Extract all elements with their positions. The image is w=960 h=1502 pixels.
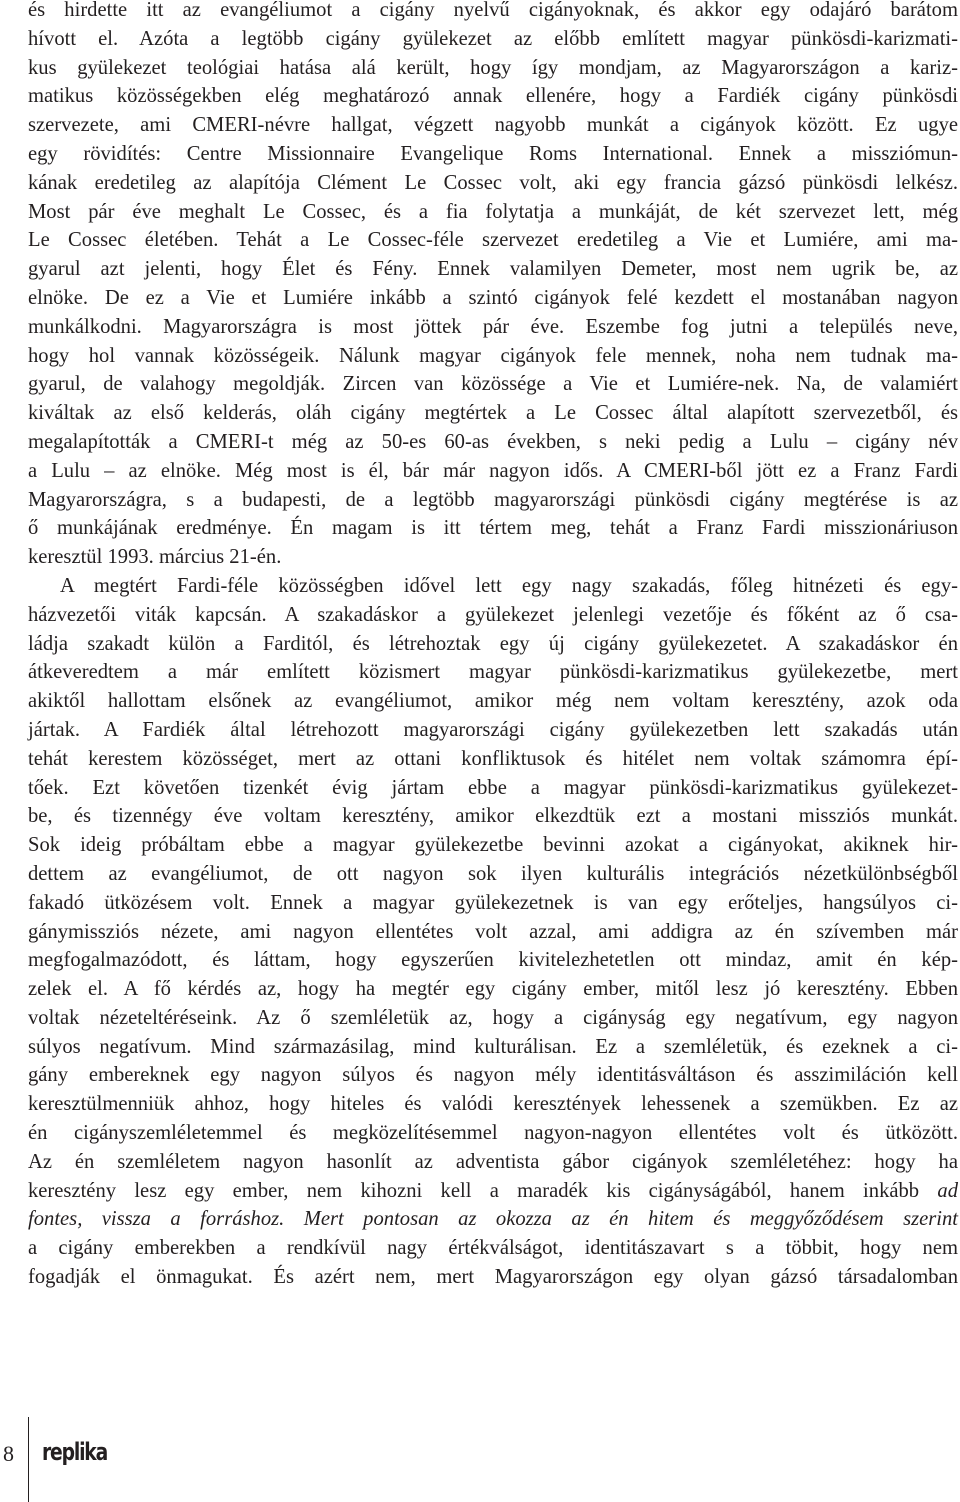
text-line: hívott el. Azóta a legtöbb cigány gyülekezet az előbb említett magyar pünkösdi-karizmati- [28, 27, 958, 50]
text-line: elnöke. De ez a Vie et Lumiére inkább a szintó cigányok felé kezdett el mostanában nagyon [28, 286, 958, 309]
text-line: a Lulu – az elnöke. Még most is él, bár már nagyon idős. A CMERI-ből jött ez a Franz Fardi [28, 459, 958, 482]
text-line: kus gyülekezet teológiai hatása alá került, hogy így mondjam, az Magyarországon a kariz- [28, 56, 958, 79]
text-line: a cigány emberekben a rendkívül nagy értékválságot, identitászavart s a többit, hogy nem [28, 1237, 958, 1260]
text-line-segment: keresztény lesz egy ember, nem kihozni kell a maradék kis cigányságából, hanem inkább [28, 1179, 920, 1202]
text-line: ládja szakadt külön a Farditól, és létrehoztak egy új cigány gyülekezetet. A szakadáskor én [28, 632, 958, 655]
text-line: keresztülmenniük ahhoz, hogy hiteles és valódi keresztények lehessenek a szemükben. Ez az [28, 1093, 958, 1116]
text-line: egy rövidítés: Centre Missionnaire Evangelique Roms International. Ennek a missziómun- [28, 142, 958, 165]
text-line: szervezete, ami CMERI-névre hallgat, végzett nagyobb munkát a cigányok között. Ez ugye [28, 114, 958, 137]
text-line: zelek el. A fő kérdés az, hogy ha megtér egy cigány ember, mitől lesz jó keresztény. Ebben [28, 978, 958, 1001]
text-line: dettem az evangéliumot, de ott nagyon sok ilyen kulturális integrációs nézetkülönbségből [28, 862, 958, 885]
journal-logo: replika [42, 1438, 108, 1466]
text-line: fakadó ütközésem volt. Ennek a magyar gyülekezetnek is van egy erőteljes, hangsúlyos ci- [28, 891, 958, 914]
text-line: házvezetői viták kapcsán. A szakadáskor a gyülekezet jelenlegi vezetője és főként az ő csa- [28, 603, 958, 626]
text-line: és hirdette itt az evangéliumot a cigány nyelvű cigányoknak, és akkor egy odajáró barátom [28, 0, 958, 21]
text-line: súlyos negatívum. Mind származásilag, mind kulturálisan. Ez a szemléletük, és ezeknek a ci- [28, 1035, 958, 1058]
text-line: Most pár éve meghalt Le Cossec, és a fia folytatja a munkáját, de két szervezet lett, még [28, 200, 958, 223]
text-line: ő munkájának eredménye. Én magam is itt tértem meg, tehát a Franz Fardi misszionáriuson [28, 517, 958, 540]
text-line: keresztül 1993. március 21-én. [28, 546, 282, 569]
text-line: Az én szemléletem nagyon hasonlít az adventista gábor cigányok szemléletéhez: hogy ha [28, 1150, 958, 1173]
text-line: gyarul, de valahogy megoldják. Zircen van közössége a Vie et Lumiére-nek. Na, de valamiért [28, 373, 958, 396]
text-line: kiváltak az első kelderás, oláh cigány megtértek a Le Cossec által alapított szervezetből, és [28, 402, 958, 425]
text-line: A megtért Fardi-féle közösségben idővel lett egy nagy szakadás, főleg hitnézeti és egy- [60, 574, 958, 597]
text-line: megfogalmazódott, és láttam, hogy egyszerűen kivitelezhetetlen ott mindaz, amit én kép- [28, 949, 958, 972]
text-line: fogadják el önmagukat. És azért nem, mert Magyarországon egy olyan gázsó társadalomban [28, 1266, 958, 1289]
page-footer [0, 1410, 960, 1502]
footer-divider [28, 1417, 29, 1502]
text-line: tehát kerestem közösséget, mert az ottani konfliktusok és hitélet nem voltak számomra épí- [28, 747, 958, 770]
body-text [28, 0, 958, 1292]
text-line: munkálkodni. Magyarországra is most jöttek pár éve. Eszembe fog jutni a település neve, [28, 315, 958, 338]
text-line: Magyarországra, s a budapesti, de a legtöbb magyarországi pünkösdi cigány megtérése is az [28, 488, 958, 511]
text-line: hogy hol vannak közösségeik. Nálunk magyar cigányok fele mennek, noha nem tudnak ma- [28, 344, 958, 367]
text-line: gyarul azt jelenti, hogy Élet és Fény. Ennek valamilyen Demeter, most nem ugrik be, az [28, 258, 958, 281]
text-line [28, 1205, 958, 1234]
text-line: matikus közösségekben elég meghatározó annak ellenére, hogy a Fardiék cigány pünkösdi [28, 85, 958, 108]
text-line: megalapították a CMERI-t még az 50-es 60-as években, s neki pedig a Lulu – cigány név [28, 430, 958, 453]
text-line: be, és tizennégy éve voltam keresztény, amikor elkezdtük ezt a mostani missziós munkát. [28, 805, 958, 828]
text-line: akiktől hallottam elsőnek az evangéliumot, amikor még nem voltam keresztény, azok oda [28, 690, 958, 713]
text-line: jártak. A Fardiék által létrehozott magyarországi cigány gyülekezetben lett szakadás után [28, 718, 958, 741]
text-line [28, 1177, 958, 1206]
text-line: voltak nézeteltéréseink. Az ő szemléletük az, hogy a cigányság egy negatívum, egy nagyon [28, 1006, 958, 1029]
text-line: Le Cossec életében. Tehát a Le Cossec-féle szervezet eredetileg a Vie et Lumiére, ami ma- [28, 229, 958, 252]
page-number: 8 [3, 1441, 14, 1466]
italic-text: fontes, vissza a forráshoz. Mert pontosan az okozza az én hitem és meggyőződésem szerint [28, 1208, 958, 1231]
text-line: Sok ideig próbáltam ebbe a magyar gyülekezetbe bevinni azokat a cigányokat, akiknek hir- [28, 834, 958, 857]
text-line: kának eredetileg az alapítója Clément Le Cossec volt, aki egy francia gázsó pünkösdi lelkész. [28, 171, 958, 194]
text-line: gánymissziós nézete, ami nagyon ellentétes volt azzal, ami addigra az én szívemben már [28, 920, 958, 943]
italic-text: ad [937, 1179, 958, 1202]
text-line: átkeveredtem a már említett közismert magyar pünkösdi-karizmatikus gyülekezetbe, mert [28, 661, 958, 684]
text-line: tőek. Ezt követően tizenkét évig jártam ebbe a magyar pünkösdi-karizmatikus gyülekezet- [28, 776, 958, 799]
text-line: gány embereknek egy nagyon súlyos és nagyon mély identitásváltáson és asszimiláción kell [28, 1064, 958, 1087]
text-line: én cigányszemléletemmel és megközelítésemmel nagyon-nagyon ellentétes volt és ütközött. [28, 1122, 958, 1145]
